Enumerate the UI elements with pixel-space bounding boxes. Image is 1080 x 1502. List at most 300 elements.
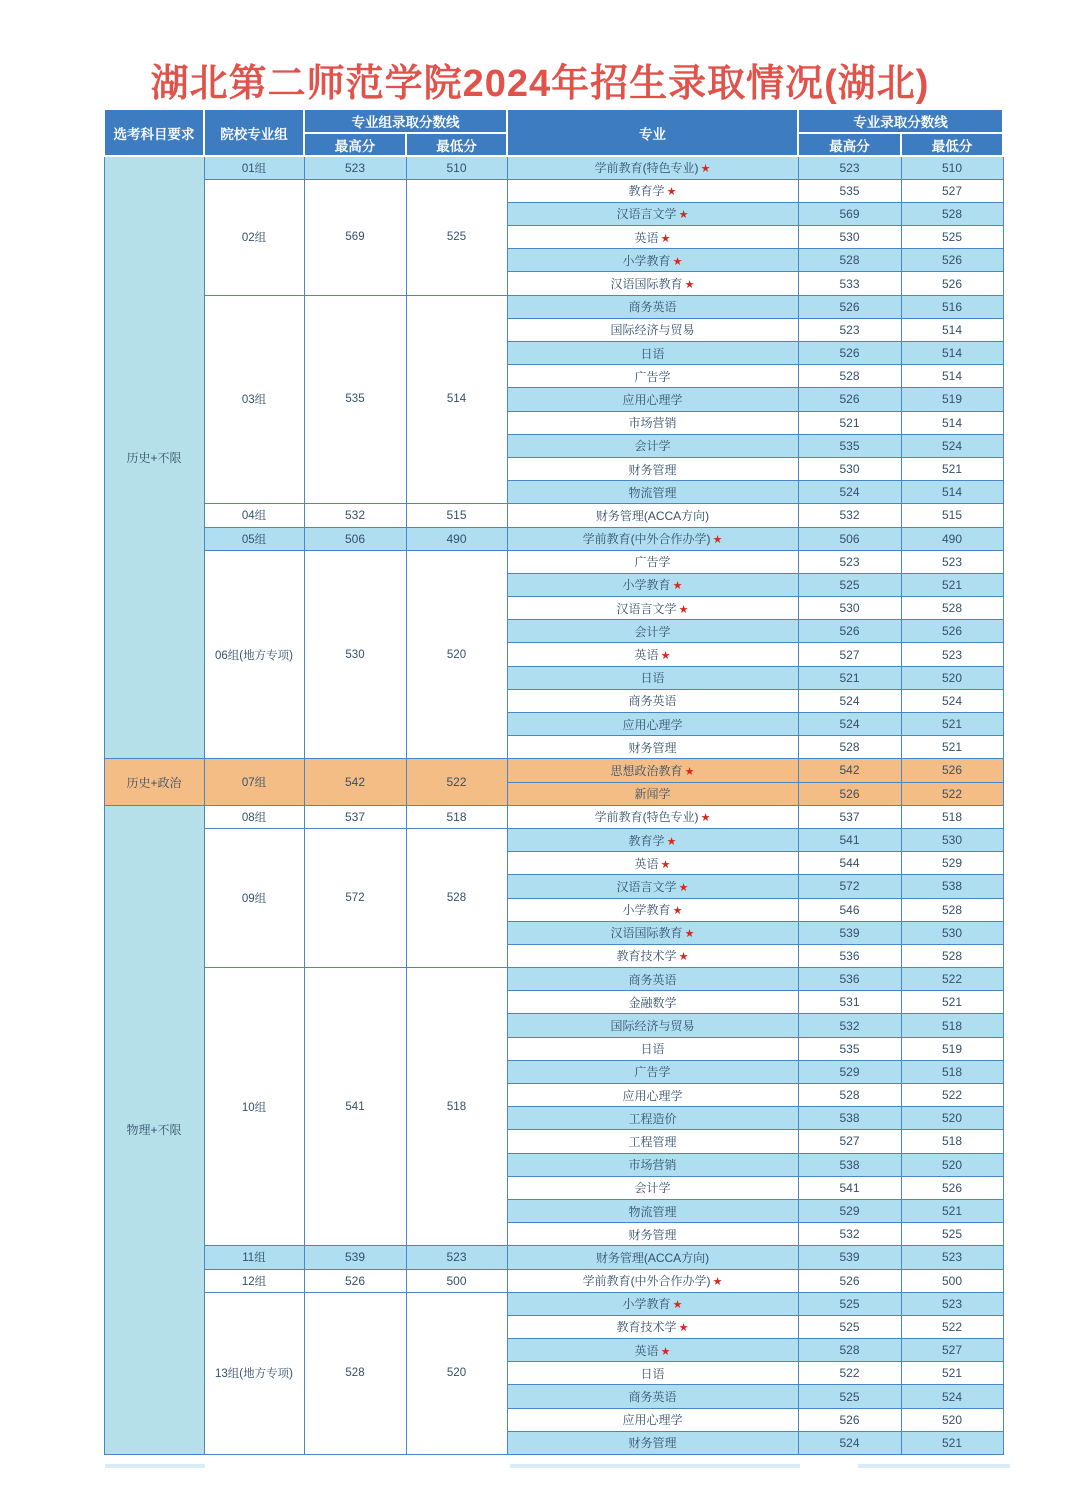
major-max-score-cell: 506 [798, 527, 901, 550]
major-max-score-cell: 538 [798, 1153, 901, 1176]
major-cell [507, 1176, 798, 1199]
major-min-score-cell: 520 [901, 1153, 1003, 1176]
major-max-score-cell: 569 [798, 202, 901, 225]
major-name: 教育学 [628, 184, 665, 199]
star-icon: ★ [678, 603, 689, 616]
star-icon: ★ [672, 1299, 683, 1312]
major-cell [507, 527, 798, 550]
group-name-cell: 06组(地方专项) [204, 550, 304, 759]
table-row [104, 1292, 1003, 1315]
major-name: 市场营销 [628, 1158, 677, 1173]
major-max-score-cell: 572 [798, 875, 901, 898]
major-min-score-cell: 519 [901, 388, 1003, 411]
major-name: 学前教育(特色专业) [594, 161, 699, 176]
major-name: 市场营销 [628, 416, 677, 431]
header-major-max: 最高分 [798, 133, 901, 156]
major-max-score-cell: 528 [798, 1339, 901, 1362]
major-min-score-cell: 523 [901, 1246, 1003, 1269]
major-cell [507, 573, 798, 596]
major-cell [507, 457, 798, 480]
major-name: 物流管理 [628, 485, 677, 500]
table-row [104, 527, 1003, 550]
group-max-score-cell: 542 [304, 759, 406, 805]
table-row [104, 968, 1003, 991]
major-max-score-cell: 528 [798, 1084, 901, 1107]
major-max-score-cell: 544 [798, 852, 901, 875]
major-min-score-cell: 526 [901, 1176, 1003, 1199]
major-cell [507, 411, 798, 434]
table-shadow-strip [105, 1464, 205, 1468]
major-name: 财务管理 [628, 1227, 677, 1242]
major-cell [507, 1060, 798, 1083]
group-name-cell: 09组 [204, 828, 304, 967]
major-min-score-cell: 522 [901, 968, 1003, 991]
major-min-score-cell: 514 [901, 318, 1003, 341]
major-min-score-cell: 514 [901, 365, 1003, 388]
major-max-score-cell: 523 [798, 550, 901, 573]
table-row [104, 1246, 1003, 1269]
major-min-score-cell: 523 [901, 643, 1003, 666]
major-cell [507, 179, 798, 202]
major-name: 财务管理 [628, 1436, 677, 1451]
star-icon: ★ [700, 812, 711, 825]
major-name: 国际经济与贸易 [610, 1019, 695, 1034]
star-icon: ★ [700, 163, 711, 176]
table-shadow-strip [510, 1464, 800, 1468]
major-cell [507, 1362, 798, 1385]
major-min-score-cell: 528 [901, 597, 1003, 620]
major-name: 财务管理 [628, 740, 677, 755]
major-cell [507, 481, 798, 504]
major-name: 商务英语 [628, 694, 677, 709]
major-min-score-cell: 514 [901, 411, 1003, 434]
group-min-score-cell: 522 [406, 759, 507, 805]
major-cell [507, 666, 798, 689]
admission-table [103, 108, 1004, 1455]
major-max-score-cell: 532 [798, 504, 901, 527]
subject-requirement-cell: 物理+不限 [104, 805, 204, 1454]
major-min-score-cell: 518 [901, 1014, 1003, 1037]
star-icon: ★ [684, 279, 695, 292]
major-max-score-cell: 537 [798, 805, 901, 828]
group-max-score-cell: 530 [304, 550, 406, 759]
header-group-score-line: 专业组录取分数线 [304, 109, 507, 133]
group-name-cell: 13组(地方专项) [204, 1292, 304, 1454]
major-min-score-cell: 521 [901, 573, 1003, 596]
table-row [104, 759, 1003, 782]
major-max-score-cell: 526 [798, 1269, 901, 1292]
major-name: 工程造价 [628, 1111, 677, 1126]
group-name-cell: 11组 [204, 1246, 304, 1269]
major-name: 小学教育 [622, 903, 671, 918]
major-max-score-cell: 526 [798, 782, 901, 805]
major-name: 学前教育(特色专业) [594, 810, 699, 825]
major-min-score-cell: 521 [901, 1362, 1003, 1385]
major-name: 应用心理学 [622, 392, 683, 407]
table-row [104, 295, 1003, 318]
major-min-score-cell: 521 [901, 713, 1003, 736]
major-cell [507, 1292, 798, 1315]
major-min-score-cell: 520 [901, 1107, 1003, 1130]
major-name: 英语 [634, 856, 659, 871]
major-cell [507, 620, 798, 643]
major-min-score-cell: 525 [901, 1223, 1003, 1246]
major-name: 国际经济与贸易 [610, 323, 695, 338]
major-max-score-cell: 531 [798, 991, 901, 1014]
major-cell [507, 504, 798, 527]
major-max-score-cell: 541 [798, 828, 901, 851]
major-min-score-cell: 530 [901, 921, 1003, 944]
page-title: 湖北第二师范学院2024年招生录取情况(湖北) [150, 63, 930, 105]
major-cell [507, 828, 798, 851]
major-min-score-cell: 524 [901, 1385, 1003, 1408]
star-icon: ★ [678, 209, 689, 222]
group-name-cell: 01组 [204, 156, 304, 179]
star-icon: ★ [684, 765, 695, 778]
major-max-score-cell: 535 [798, 1037, 901, 1060]
star-icon: ★ [660, 858, 671, 871]
major-cell [507, 156, 798, 179]
major-max-score-cell: 536 [798, 968, 901, 991]
major-min-score-cell: 518 [901, 1060, 1003, 1083]
major-max-score-cell: 529 [798, 1199, 901, 1222]
major-name: 应用心理学 [622, 1413, 683, 1428]
major-cell [507, 875, 798, 898]
table-row [104, 179, 1003, 202]
major-cell [507, 1315, 798, 1338]
major-max-score-cell: 527 [798, 1130, 901, 1153]
major-min-score-cell: 515 [901, 504, 1003, 527]
group-min-score-cell: 518 [406, 968, 507, 1246]
major-name: 会计学 [634, 439, 671, 454]
table-row [104, 828, 1003, 851]
major-name: 日语 [640, 346, 665, 361]
major-cell [507, 272, 798, 295]
group-max-score-cell: 506 [304, 527, 406, 550]
major-name: 汉语言文学 [616, 207, 677, 222]
major-min-score-cell: 522 [901, 1315, 1003, 1338]
star-icon: ★ [678, 951, 689, 964]
major-max-score-cell: 535 [798, 434, 901, 457]
group-max-score-cell: 572 [304, 828, 406, 967]
group-min-score-cell: 520 [406, 1292, 507, 1454]
group-max-score-cell: 535 [304, 295, 406, 504]
major-min-score-cell: 530 [901, 828, 1003, 851]
major-cell [507, 1408, 798, 1431]
star-icon: ★ [660, 1345, 671, 1358]
major-max-score-cell: 539 [798, 921, 901, 944]
major-cell [507, 1014, 798, 1037]
major-min-score-cell: 522 [901, 1084, 1003, 1107]
group-name-cell: 10组 [204, 968, 304, 1246]
header-major: 专业 [507, 109, 798, 156]
major-cell [507, 597, 798, 620]
major-min-score-cell: 526 [901, 272, 1003, 295]
major-max-score-cell: 541 [798, 1176, 901, 1199]
major-cell [507, 991, 798, 1014]
major-name: 广告学 [634, 555, 671, 570]
star-icon: ★ [666, 186, 677, 199]
star-icon: ★ [660, 232, 671, 245]
major-cell [507, 318, 798, 341]
major-cell [507, 1153, 798, 1176]
major-name: 汉语国际教育 [610, 277, 683, 292]
major-min-score-cell: 500 [901, 1269, 1003, 1292]
admission-table-wrap [103, 108, 1004, 1455]
major-min-score-cell: 522 [901, 782, 1003, 805]
major-min-score-cell: 521 [901, 991, 1003, 1014]
major-min-score-cell: 525 [901, 226, 1003, 249]
major-max-score-cell: 521 [798, 411, 901, 434]
major-min-score-cell: 526 [901, 620, 1003, 643]
major-min-score-cell: 528 [901, 898, 1003, 921]
table-row [104, 1269, 1003, 1292]
star-icon: ★ [678, 881, 689, 894]
major-name: 小学教育 [622, 1297, 671, 1312]
subject-requirement-cell: 历史+政治 [104, 759, 204, 805]
group-max-score-cell: 528 [304, 1292, 406, 1454]
star-icon: ★ [660, 650, 671, 663]
major-cell [507, 1037, 798, 1060]
major-name: 英语 [634, 230, 659, 245]
major-cell [507, 1339, 798, 1362]
major-cell [507, 713, 798, 736]
major-max-score-cell: 521 [798, 666, 901, 689]
group-name-cell: 05组 [204, 527, 304, 550]
group-max-score-cell: 523 [304, 156, 406, 179]
header-group-max: 最高分 [304, 133, 406, 156]
major-min-score-cell: 528 [901, 202, 1003, 225]
major-min-score-cell: 526 [901, 249, 1003, 272]
major-max-score-cell: 528 [798, 249, 901, 272]
major-max-score-cell: 526 [798, 342, 901, 365]
major-name: 思想政治教育 [610, 763, 683, 778]
major-min-score-cell: 523 [901, 1292, 1003, 1315]
major-min-score-cell: 538 [901, 875, 1003, 898]
major-name: 物流管理 [628, 1204, 677, 1219]
major-name: 财务管理(ACCA方向) [595, 1250, 710, 1265]
star-icon: ★ [678, 1322, 689, 1335]
group-max-score-cell: 532 [304, 504, 406, 527]
star-icon: ★ [672, 255, 683, 268]
major-name: 商务英语 [628, 300, 677, 315]
major-max-score-cell: 525 [798, 1385, 901, 1408]
major-cell [507, 1199, 798, 1222]
star-icon: ★ [712, 534, 723, 547]
major-cell [507, 852, 798, 875]
major-name: 金融数学 [628, 995, 677, 1010]
major-name: 英语 [634, 648, 659, 663]
header-major-score-line: 专业录取分数线 [798, 109, 1003, 133]
major-name: 应用心理学 [622, 717, 683, 732]
major-max-score-cell: 524 [798, 689, 901, 712]
major-min-score-cell: 521 [901, 736, 1003, 759]
major-cell [507, 434, 798, 457]
major-min-score-cell: 527 [901, 1339, 1003, 1362]
group-max-score-cell: 569 [304, 179, 406, 295]
group-max-score-cell: 526 [304, 1269, 406, 1292]
major-name: 学前教育(中外合作办学) [582, 1274, 711, 1289]
group-min-score-cell: 500 [406, 1269, 507, 1292]
table-shadow-strip [858, 1464, 1010, 1468]
major-max-score-cell: 522 [798, 1362, 901, 1385]
major-cell [507, 1084, 798, 1107]
major-max-score-cell: 526 [798, 620, 901, 643]
major-name: 广告学 [634, 1065, 671, 1080]
major-cell [507, 921, 798, 944]
major-cell [507, 689, 798, 712]
table-row [104, 550, 1003, 573]
group-name-cell: 03组 [204, 295, 304, 504]
major-name: 汉语国际教育 [610, 926, 683, 941]
major-name: 会计学 [634, 1181, 671, 1196]
major-cell [507, 1223, 798, 1246]
major-max-score-cell: 525 [798, 1292, 901, 1315]
major-max-score-cell: 526 [798, 388, 901, 411]
major-name: 会计学 [634, 624, 671, 639]
major-min-score-cell: 514 [901, 342, 1003, 365]
major-cell [507, 1246, 798, 1269]
major-name: 教育技术学 [616, 1320, 677, 1335]
major-name: 新闻学 [634, 787, 671, 802]
major-cell [507, 342, 798, 365]
major-min-score-cell: 518 [901, 805, 1003, 828]
header-group-min: 最低分 [406, 133, 507, 156]
table-body [104, 156, 1003, 1455]
major-cell [507, 1431, 798, 1454]
major-cell [507, 968, 798, 991]
star-icon: ★ [666, 835, 677, 848]
major-min-score-cell: 520 [901, 1408, 1003, 1431]
group-name-cell: 08组 [204, 805, 304, 828]
group-min-score-cell: 528 [406, 828, 507, 967]
table-row [104, 156, 1003, 179]
star-icon: ★ [712, 1276, 723, 1289]
major-cell [507, 1385, 798, 1408]
major-name: 教育学 [628, 833, 665, 848]
major-min-score-cell: 520 [901, 666, 1003, 689]
group-name-cell: 04组 [204, 504, 304, 527]
star-icon: ★ [684, 928, 695, 941]
table-header [104, 109, 1003, 156]
star-icon: ★ [672, 580, 683, 593]
major-cell [507, 805, 798, 828]
major-name: 汉语言文学 [616, 601, 677, 616]
major-max-score-cell: 530 [798, 457, 901, 480]
major-name: 日语 [640, 1366, 665, 1381]
major-cell [507, 1107, 798, 1130]
group-name-cell: 12组 [204, 1269, 304, 1292]
major-min-score-cell: 521 [901, 457, 1003, 480]
major-min-score-cell: 518 [901, 1130, 1003, 1153]
major-max-score-cell: 529 [798, 1060, 901, 1083]
major-max-score-cell: 535 [798, 179, 901, 202]
major-max-score-cell: 527 [798, 643, 901, 666]
major-cell [507, 295, 798, 318]
major-name: 学前教育(中外合作办学) [582, 532, 711, 547]
major-max-score-cell: 536 [798, 944, 901, 967]
major-max-score-cell: 523 [798, 318, 901, 341]
major-name: 教育技术学 [616, 949, 677, 964]
major-max-score-cell: 526 [798, 1408, 901, 1431]
major-max-score-cell: 532 [798, 1014, 901, 1037]
major-cell [507, 944, 798, 967]
major-name: 商务英语 [628, 972, 677, 987]
major-name: 工程管理 [628, 1134, 677, 1149]
major-min-score-cell: 524 [901, 689, 1003, 712]
major-max-score-cell: 523 [798, 156, 901, 179]
major-max-score-cell: 528 [798, 365, 901, 388]
major-min-score-cell: 529 [901, 852, 1003, 875]
major-name: 广告学 [634, 369, 671, 384]
group-name-cell: 07组 [204, 759, 304, 805]
group-min-score-cell: 490 [406, 527, 507, 550]
group-max-score-cell: 539 [304, 1246, 406, 1269]
group-min-score-cell: 518 [406, 805, 507, 828]
table-row [104, 504, 1003, 527]
major-max-score-cell: 546 [798, 898, 901, 921]
major-min-score-cell: 510 [901, 156, 1003, 179]
major-min-score-cell: 519 [901, 1037, 1003, 1060]
major-name: 商务英语 [628, 1390, 677, 1405]
header-subject-requirement: 选考科目要求 [104, 109, 204, 156]
major-cell [507, 249, 798, 272]
major-name: 财务管理(ACCA方向) [595, 508, 710, 523]
major-max-score-cell: 539 [798, 1246, 901, 1269]
star-icon: ★ [672, 905, 683, 918]
major-min-score-cell: 523 [901, 550, 1003, 573]
major-cell [507, 365, 798, 388]
group-min-score-cell: 525 [406, 179, 507, 295]
major-cell [507, 1130, 798, 1153]
major-name: 日语 [640, 671, 665, 686]
major-max-score-cell: 530 [798, 226, 901, 249]
major-min-score-cell: 526 [901, 759, 1003, 782]
major-cell [507, 226, 798, 249]
major-max-score-cell: 525 [798, 573, 901, 596]
group-min-score-cell: 523 [406, 1246, 507, 1269]
major-min-score-cell: 528 [901, 944, 1003, 967]
major-name: 小学教育 [622, 253, 671, 268]
major-min-score-cell: 521 [901, 1199, 1003, 1222]
major-max-score-cell: 526 [798, 295, 901, 318]
major-cell [507, 388, 798, 411]
major-min-score-cell: 527 [901, 179, 1003, 202]
major-name: 应用心理学 [622, 1088, 683, 1103]
group-min-score-cell: 510 [406, 156, 507, 179]
major-min-score-cell: 514 [901, 481, 1003, 504]
group-min-score-cell: 520 [406, 550, 507, 759]
major-cell [507, 759, 798, 782]
header-major-group: 院校专业组 [204, 109, 304, 156]
major-cell [507, 898, 798, 921]
major-max-score-cell: 524 [798, 481, 901, 504]
major-cell [507, 782, 798, 805]
major-max-score-cell: 528 [798, 736, 901, 759]
group-min-score-cell: 515 [406, 504, 507, 527]
major-max-score-cell: 532 [798, 1223, 901, 1246]
major-min-score-cell: 490 [901, 527, 1003, 550]
major-max-score-cell: 538 [798, 1107, 901, 1130]
major-name: 小学教育 [622, 578, 671, 593]
major-max-score-cell: 542 [798, 759, 901, 782]
header-major-min: 最低分 [901, 133, 1003, 156]
major-cell [507, 550, 798, 573]
major-name: 英语 [634, 1343, 659, 1358]
major-max-score-cell: 524 [798, 713, 901, 736]
major-min-score-cell: 521 [901, 1431, 1003, 1454]
group-max-score-cell: 541 [304, 968, 406, 1246]
